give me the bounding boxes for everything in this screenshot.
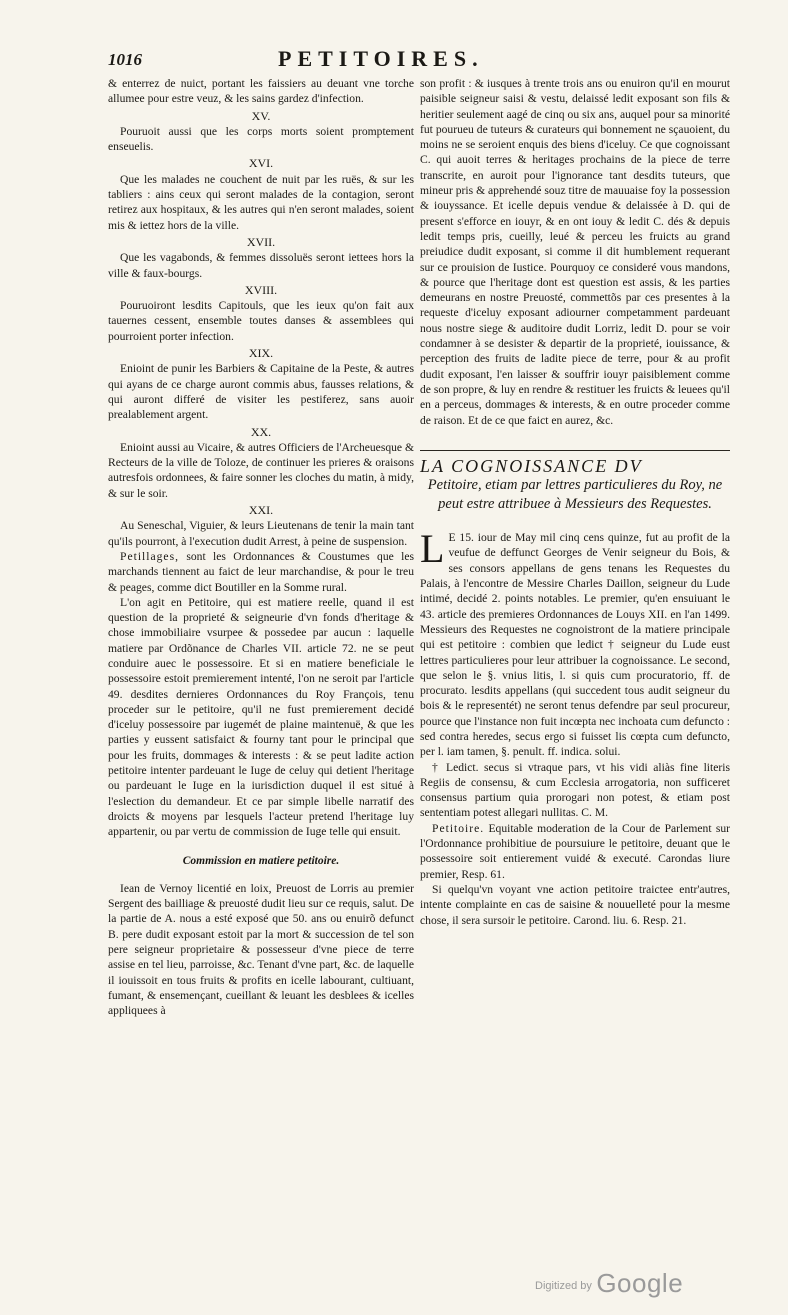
definition-text: Equitable moderation de la Cour de Parlement sur l'Ordonnance prohibitiue de poursuiure le petitoire, deuant que le possessoire soit entierement vuidé & executé. Carondas liure premier, Resp. 61. bbox=[420, 821, 730, 881]
article-number: XV. bbox=[251, 108, 271, 123]
paragraph: Que les vagabonds, & femmes dissoluës seront iettees hors la ville & faux-bourgs. bbox=[108, 251, 414, 280]
watermark-label: Digitized by bbox=[535, 1280, 592, 1292]
running-head bbox=[108, 46, 728, 72]
paragraph: son profit : & iusques à trente trois ans ou enuiron qu'il en mourut paisible seigneur saisi & vestu, delaissé ledit exposant son fils & heritier seulement aagé de cinq ou six ans, auquel pour sa minorité fut pourueu de tuteurs & curateurs qui bonnement ne sçauoient, du moins ne se seroient enquis des biens d'iceluy. Ce que cognoissant C. qui auoit terres & heritages prochains de la piece de terre transcrite, en auroit pour l'ignorance tant desdits tuteurs, que mineur pris & apprehendé souz titre de mauuaise foy la possession & iouyssance. Et icelle depuis vendue & delaissée à D. qui de present s'efforce en iouyr, & en ont iouy & ledit C. dés & depuis ledit temps pris, cueilly, leué & perceu les fruicts au grand preiudice dudit exposant, si comme il dit humblement requerant sur ce prouision de Iustice. Pourquoy ce consideré vous mandons, & pource que l'heritage dont est question est assis, & les parties demeurans en nostre Preuosté, commettõs par ces presentes à la requeste d'iceluy exposant adiourner competamment pardeuant nous nostre siege & auditoire dudit Lorriz, ledit D. pour se voir condamner à se desister & departir de la proprieté, iouissance, & perception des fruits de ladite piece de terre, pour & au profit dudit exposant, l'en laisser & souffrir iouyr paisiblement comme de son propre, & luy en rendre & restituer les fruicts & leuees qu'il en a perceus, dommages & interests, & en outre proceder comme de raison. Et de ce que faict en aurez, &c. bbox=[420, 77, 730, 427]
paragraph: Si quelqu'vn voyant vne action petitoire traictee entr'autres, intente complainte en cas de saisine & nouuelleté pour la mesme chose, il sera sursoir le petitoire. Carond. liu. 6. Resp. 21. bbox=[420, 882, 730, 927]
paragraph: Au Seneschal, Viguier, & leurs Lieutenans de tenir la main tant qu'ils pourront, à l'execution dudit Arrest, à peine de suspension. bbox=[108, 519, 414, 548]
page-number: 1016 bbox=[108, 50, 142, 69]
paragraph-petillages bbox=[108, 549, 414, 595]
article-number: XVIII. bbox=[244, 282, 278, 297]
term-petitoire: Petitoire. bbox=[432, 821, 485, 835]
paragraph: Que les malades ne couchent de nuit par les ruës, & sur les tabliers : ains ceux qui seront malades de la contagion, seront retirez aux hospitaux, & les autres qui n'en seront malades, soient mis & iettez hors de la ville. bbox=[108, 172, 414, 232]
paragraph: Pouruoiront lesdits Capitouls, que les ieux qu'on fait aux tauernes cessent, ensemble toutes danses & assemblees qui pourroient porter infection. bbox=[108, 299, 414, 343]
commission-heading: Commission en matiere petitoire. bbox=[182, 854, 340, 867]
paragraph: Pouruoit aussi que les corps morts soient promptement enseuelis. bbox=[108, 124, 414, 154]
paragraph: Enioint aussi au Vicaire, & autres Officiers de l'Archeuesque & Recteurs de la ville de Toloze, de continuer les prieres & oraisons autresfois ordonnees, & faire sonner les cloches du matin, à midy, & sur le soir. bbox=[108, 440, 414, 500]
paragraph: & enterrez de nuict, portant les faissiers au deuant vne torche allumee pour estre veuz, & les sains gardez d'infection. bbox=[108, 77, 414, 106]
article-number: XVII. bbox=[246, 234, 276, 249]
running-title: PETITOIRES. bbox=[278, 46, 484, 71]
paragraph-petitoire bbox=[420, 821, 730, 882]
marginal-note: † Ledict. secus si vtraque pars, vt his vidi aliàs fine literis Regiis de consensu, & cum Ecclesia arrogatoria, non sufficeret consensus partium quia prorogari non potest, & etiam post sententiam potest allegari nullitas. C. M. bbox=[420, 760, 730, 820]
paragraph: L'on agit en Petitoire, qui est matiere reelle, quand il est question de la proprieté & seigneurie d'vn fonds d'heritage & chose immobiliaire vsurpee & possedee par aucun : laquelle matiere par Ordõnance de Charles VII. article 72. ne se peut conduire auec le possessoire. Et si en matiere beneficiale le possessoire estoit premierement intenté, l'on ne seroit par l'article 49. desdites dernieres Ordonnances du Roy François, tenu proceder sur le petitoire, qu'il ne fust premierement decidé d'iceluy possessoire par iugemét de plaine maintenuë, & que les parties y eussent satisfaict & fourny tant pour le principal que pour les fruits, dommages & interests : & se peut ladite action petitoire intenter pardeuant le Iuge de celuy qui detient l'heritage ou pardeuant le Iuge en la iurisdiction duquel il est situé à l'eslection du demandeur. Et ce par simple libelle narratif des droicts & moyens par lesquels l'acteur pretend l'heritage luy appartenir, ou par vertu de commission de Iuge telle qui ensuit. bbox=[108, 595, 414, 839]
section-subheading: Petitoire, etiam par lettres particulieres du Roy, ne peut estre attribuee à Messieurs des Requestes. bbox=[427, 477, 723, 513]
paragraph-first bbox=[420, 526, 730, 759]
paragraph: Enioint de punir les Barbiers & Capitaine de la Peste, & autres qui ayans de ce charge auront commis abus, fausses relations, & qui auront differé de visiter les pestiferez, sans auoir prealablement argent. bbox=[108, 362, 414, 422]
term-petillages: Petillages, bbox=[120, 549, 179, 563]
definition-text: sont les Ordonnances & Coustumes que les marchands tiennent au faict de leur marchandise, & pour le treu & peages, comme dict Boutiller en la Somme rural. bbox=[108, 549, 414, 594]
article-number: XX. bbox=[250, 424, 272, 439]
section-divider bbox=[420, 450, 730, 451]
paragraph-text: E 15. iour de May mil cinq cens quinze, fut au profit de la veufue de deffunct Georges de Venir seigneur du Bois, & ses consors appellans de gens tenans les Requestes du Palais, à l'encontre de Messire Charles Daillon, seigneur du Lude intimé, decidé 2. points notables. Le premier, qu'en ensuiuant le 43. article des premieres Ordonnances de Louys XII. en l'an 1499. Messieurs des Requestes ne cognoistront de la matiere principale qui est petitoire : combien que ledict † seigneur du Lude eust lettres particulieres pour leur attribuer la cognoissance. Le second, que selon le §. vnius litis, l. si quis cum procuratorio, ff. de procurato. lesdits appellans (qui succedent tous audit seigneur du bois & le representét) ne seront tenus defendre par seul procureur, pource que l'instance non fuit incœpta nec inchoata cum defuncto : sed contra heredes, secus ergo si fuisset lis cœpta cum defuncto, per l. iam tamen, §. penult. ff. indica. solui. bbox=[420, 531, 730, 759]
right-column bbox=[420, 76, 730, 928]
drop-cap: L bbox=[420, 526, 445, 572]
paragraph: Iean de Vernoy licentié en loix, Preuost de Lorris au premier Sergent des bailliage & preuosté dudit lieu sur ce requis, salut. De la partie de A. nous a esté exposé que 50. ans ou enuirõ defunct B. pere dudit exposant estoit par la mort & succession de tel son pere seigneur proprietaire & possesseur d'vne piece de terre assise en tel lieu, parroisse, &c. Tenant d'vne part, &c. de laquelle il iouissoit en tous fruits & profits en icelle labourant, cultiuant, fumant, & ensemençant, cueillant & leuant les desblees & icelles appliquees à bbox=[108, 881, 414, 1018]
google-logo: Google bbox=[596, 1268, 684, 1298]
article-number: XXI. bbox=[248, 503, 274, 518]
article-number: XIX. bbox=[248, 346, 274, 361]
left-column bbox=[108, 76, 414, 1019]
article-number: XVI. bbox=[248, 156, 274, 171]
digitized-watermark bbox=[535, 1268, 683, 1299]
section-heading: LA COGNOISSANCE DV bbox=[420, 455, 643, 476]
